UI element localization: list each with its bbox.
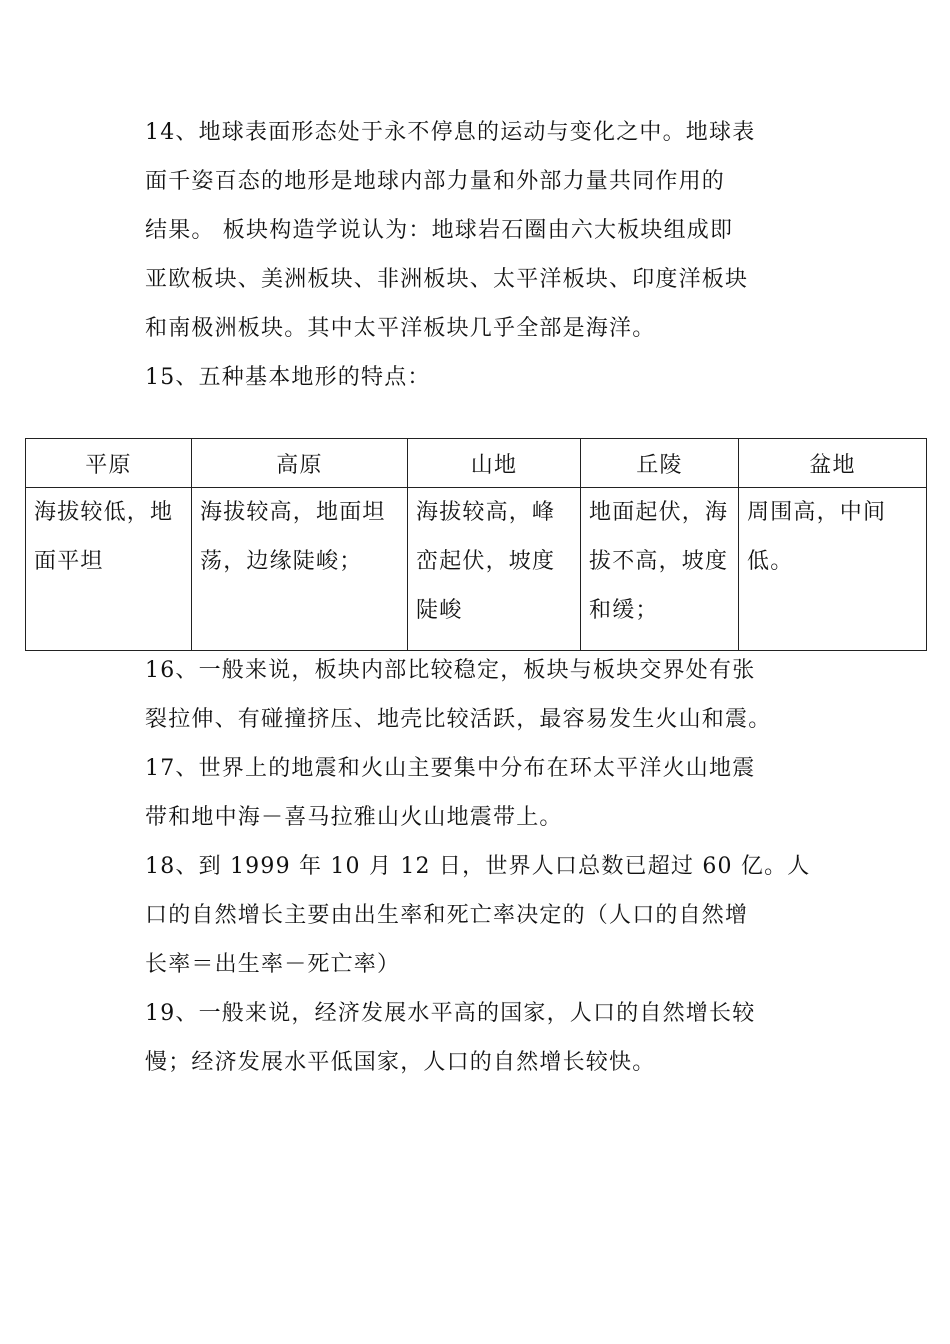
text-line: 亚欧板块、美洲板块、非洲板块、太平洋板块、印度洋板块 — [145, 267, 749, 292]
text-line: 结果。 板块构造学说认为：地球岩石圈由六大板块组成即 — [145, 218, 734, 243]
cell-text: 面平坦 — [34, 549, 104, 574]
cell-basin — [739, 488, 927, 651]
cell-text: 低。 — [747, 549, 794, 574]
table-row — [26, 488, 927, 651]
cell-plateau — [192, 488, 408, 651]
text-line: 18、到 1999 年 10 月 12 日，世界人口总数已超过 60 亿。人 — [145, 854, 811, 879]
header-basin: 盆地 — [739, 439, 927, 488]
paragraph-17 — [145, 744, 815, 842]
header-plateau: 高原 — [192, 439, 408, 488]
cell-plain — [26, 488, 192, 651]
paragraph-18 — [145, 842, 815, 989]
header-mountain: 山地 — [408, 439, 581, 488]
text-line: 口的自然增长主要由出生率和死亡率决定的（人口的自然增 — [145, 903, 749, 928]
cell-mountain — [408, 488, 581, 651]
cell-text: 拔不高，坡度 — [589, 549, 729, 574]
text-line: 17、世界上的地震和火山主要集中分布在环太平洋火山地震 — [145, 756, 756, 781]
cell-text: 地面起伏，海 — [589, 500, 729, 525]
paragraph-15 — [145, 353, 815, 402]
paragraph-16 — [145, 646, 815, 744]
text-line: 长率＝出生率－死亡率） — [145, 952, 401, 977]
header-hills: 丘陵 — [581, 439, 739, 488]
cell-text: 海拔较高，峰 — [416, 500, 556, 525]
text-line: 16、一般来说，板块内部比较稳定，板块与板块交界处有张 — [145, 658, 756, 683]
text-line: 15、五种基本地形的特点： — [145, 365, 431, 390]
paragraph-14 — [145, 108, 815, 353]
table-header-row — [26, 439, 927, 488]
cell-text: 和缓； — [589, 598, 659, 623]
cell-hills — [581, 488, 739, 651]
paragraph-19 — [145, 989, 815, 1087]
cell-text: 陡峻 — [416, 598, 463, 623]
text-line: 面千姿百态的地形是地球内部力量和外部力量共同作用的 — [145, 169, 726, 194]
text-line: 裂拉伸、有碰撞挤压、地壳比较活跃，最容易发生火山和震。 — [145, 707, 772, 732]
text-line: 慢；经济发展水平低国家，人口的自然增长较快。 — [145, 1050, 656, 1075]
cell-text: 荡，边缘陡峻； — [200, 549, 363, 574]
terrain-table — [25, 438, 927, 651]
cell-text: 周围高，中间 — [747, 500, 887, 525]
text-line: 19、一般来说，经济发展水平高的国家，人口的自然增长较 — [145, 1001, 756, 1026]
text-line: 带和地中海－喜马拉雅山火山地震带上。 — [145, 805, 563, 830]
text-line: 和南极洲板块。其中太平洋板块几乎全部是海洋。 — [145, 316, 656, 341]
header-plain: 平原 — [26, 439, 192, 488]
cell-text: 海拔较高，地面坦 — [200, 500, 386, 525]
cell-text: 海拔较低，地 — [34, 500, 174, 525]
text-line: 14、地球表面形态处于永不停息的运动与变化之中。地球表 — [145, 120, 756, 145]
cell-text: 峦起伏，坡度 — [416, 549, 556, 574]
